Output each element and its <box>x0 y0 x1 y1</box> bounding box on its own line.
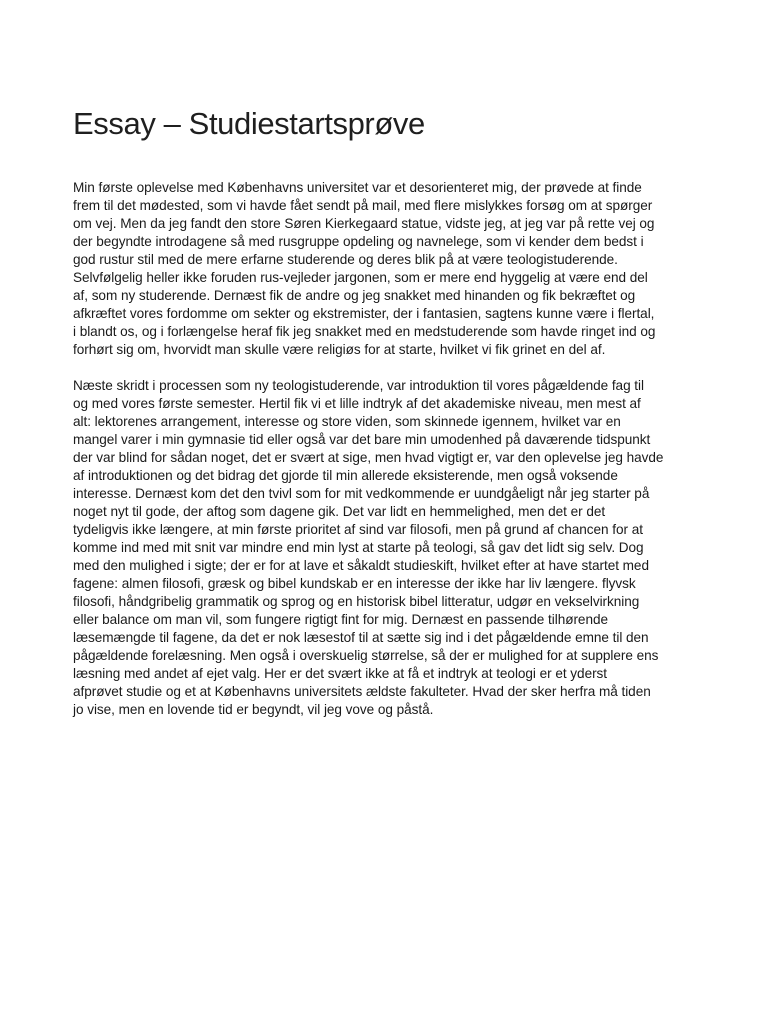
text-line: forhørt sig om, hvorvidt man skulle være religiøs for at starte, hvilket vi fik grinet en del af. <box>73 342 606 357</box>
text-line: af introduktionen og det bidrag det gjorde til min allerede eksisterende, men også voksende <box>73 468 618 483</box>
text-line: om vej. Men da jeg fandt den store Søren Kierkegaard statue, vidste jeg, at jeg var på rette vej og <box>73 216 655 231</box>
text-line: interesse. Dernæst kom det den tvivl som for mit vedkommende er uundgåeligt når jeg starter på <box>73 486 650 501</box>
text-line: eller balance om man vil, som fungere rigtigt fint for mig. Dernæst en passende tilhørende <box>73 612 608 627</box>
text-line: der var blind for sådan noget, det er svært at sige, men hvad vigtigt er, var den oplevelse jeg havde <box>73 450 664 465</box>
text-line: læsemængde til fagene, da det er nok læsestof til at sætte sig ind i det pågældende emne til den <box>73 630 649 645</box>
text-line: og med vores første semester. Hertil fik vi et lille indtryk af det akademiske niveau, men mest af <box>73 396 641 411</box>
text-line: tydeligvis ikke længere, at min første prioritet af sind var filosofi, men på grund af chancen for at <box>73 522 643 537</box>
text-line: i blandt os, og i forlængelse heraf fik jeg snakket med en medstuderende som havde ringet ind og <box>73 324 656 339</box>
text-line: komme ind med mit snit var mindre end min lyst at starte på teologi, så gav det lidt sig selv. Dog <box>73 540 644 555</box>
text-line: mangel varer i min gymnasie tid eller også var det bare min umodenhed på daværende tidspunkt <box>73 432 651 447</box>
text-line: afprøvet studie og et at Københavns universitets ældste fakulteter. Hvad der sker herfra må tiden <box>73 684 651 699</box>
text-line: fagene: almen filosofi, græsk og bibel kundskab er en interesse der ikke har liv længere. flyvsk <box>73 576 636 591</box>
text-line: Selvfølgelig heller ikke foruden rus-vejleder jargonen, som er mere end hyggelig at være end del <box>73 270 648 285</box>
text-line: Min første oplevelse med Københavns universitet var et desorienteret mig, der prøvede at finde <box>73 180 642 195</box>
text-line: der begyndte introdagene så med rusgruppe opdeling og navnelege, som vi kender dem bedst i <box>73 234 644 249</box>
text-line: Næste skridt i processen som ny teologistuderende, var introduktion til vores pågældende fag til <box>73 378 644 393</box>
document-body <box>73 179 713 719</box>
text-line: noget nyt til gode, der aftog som dagene gik. Det var lidt en hemmelighed, men det er det <box>73 504 606 519</box>
text-line: alt: lektorenes arrangement, interesse og store viden, som skinnede igennem, hvilket var en <box>73 414 621 429</box>
text-line: af, som ny studerende. Dernæst fik de andre og jeg snakket med hinanden og fik bekræftet og <box>73 288 636 303</box>
text-line: jo vise, men en lovende tid er begyndt, vil jeg vove og påstå. <box>73 702 434 717</box>
paragraph-2 <box>73 377 713 719</box>
text-line: pågældende forelæsning. Men også i overskuelig størrelse, så der er mulighed for at supplere ens <box>73 648 659 663</box>
text-line: god rustur stil med de mere erfarne studerende og deres blik på at være teologistuderende. <box>73 252 618 267</box>
text-line: frem til det mødested, som vi havde fået sendt på mail, med flere mislykkes forsøg om at spørger <box>73 198 653 213</box>
document-title: Essay – Studiestartsprøve <box>73 106 425 141</box>
text-line: læsning med andet af ejet valg. Her er det svært ikke at få et indtryk at teologi er et yderst <box>73 666 608 681</box>
paragraph-1 <box>73 179 713 359</box>
text-line: med den mulighed i sigte; der er for at lave et såkaldt studieskift, hvilket efter at have startet med <box>73 558 649 573</box>
text-line: afkræftet vores fordomme om sekter og ekstremister, der i fantasien, sagtens kunne være i flertal, <box>73 306 655 321</box>
text-line: filosofi, håndgribelig grammatik og sprog og en historisk bibel litteratur, udgør en vekselvirkning <box>73 594 640 609</box>
